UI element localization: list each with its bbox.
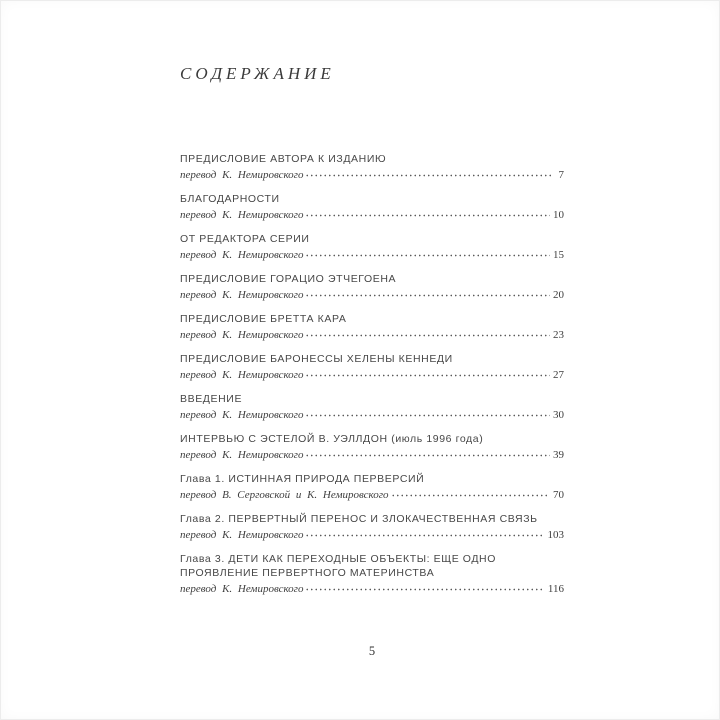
toc-entry-title: ПРЕДИСЛОВИЕ ГОРАЦИО ЭТЧЕГОЕНА — [180, 273, 397, 285]
dot-leader — [305, 406, 550, 418]
toc-entry — [180, 512, 564, 543]
toc-entry-title: ПРЕДИСЛОВИЕ БРЕТТА КАРА — [180, 313, 347, 325]
toc-entry-page-number: 10 — [553, 209, 564, 221]
toc-entry-subline — [180, 166, 564, 183]
toc-entry-translator: перевод К. Немировского — [180, 329, 304, 341]
dot-leader — [305, 580, 544, 592]
toc-entry-title: ПРЕДИСЛОВИЕ АВТОРА К ИЗДАНИЮ — [180, 153, 387, 165]
dot-leader — [305, 286, 550, 298]
dot-leader — [305, 326, 550, 338]
toc-entry — [180, 432, 564, 463]
toc-entry-subline — [180, 366, 564, 383]
footer-page-number: 5 — [368, 644, 376, 658]
dot-leader — [305, 366, 550, 378]
dot-leader — [305, 526, 544, 538]
toc-entry-translator: перевод К. Немировского — [180, 289, 304, 301]
toc-entry-subline — [180, 526, 564, 543]
toc-entry — [180, 472, 564, 503]
toc-entry — [180, 152, 564, 183]
toc-entry-page-number: 70 — [553, 489, 564, 501]
dot-leader — [391, 486, 550, 498]
toc-entry-title: ОТ РЕДАКТОРА СЕРИИ — [180, 233, 310, 245]
dot-leader — [305, 206, 550, 218]
toc-entry-translator: перевод К. Немировского — [180, 249, 304, 261]
toc-entry-title: Глава 1. ИСТИННАЯ ПРИРОДА ПЕРВЕРСИЙ — [180, 473, 425, 485]
toc-entry — [180, 192, 564, 223]
toc-entry-subline — [180, 486, 564, 503]
table-of-contents — [180, 152, 564, 597]
toc-entry-page-number: 30 — [553, 409, 564, 421]
dot-leader — [305, 246, 550, 258]
toc-entry-translator: перевод К. Немировского — [180, 209, 304, 221]
toc-entry-title: БЛАГОДАРНОСТИ — [180, 193, 280, 205]
toc-entry — [180, 312, 564, 343]
toc-entry-title: Глава 2. ПЕРВЕРТНЫЙ ПЕРЕНОС И ЗЛОКАЧЕСТВЕННАЯ СВЯЗЬ — [180, 513, 538, 525]
toc-entry-title: ИНТЕРВЬЮ С ЭСТЕЛОЙ В. УЭЛЛДОН (июль 1996 года) — [180, 433, 484, 445]
toc-entry-title: Глава 3. ДЕТИ КАК ПЕРЕХОДНЫЕ ОБЪЕКТЫ: ЕЩЕ ОДНО ПРОЯВЛЕНИЕ ПЕРВЕРТНОГО МАТЕРИНСТВА — [180, 553, 497, 579]
toc-entry — [180, 272, 564, 303]
page-title: СОДЕРЖАНИЕ — [180, 64, 335, 83]
toc-entry-title: ВВЕДЕНИЕ — [180, 393, 243, 405]
toc-entry-translator: перевод К. Немировского — [180, 529, 304, 541]
toc-entry-page-number: 103 — [547, 529, 564, 541]
toc-entry-page-number: 39 — [553, 449, 564, 461]
content-column — [180, 0, 564, 720]
toc-entry-subline — [180, 446, 564, 463]
toc-entry-subline — [180, 206, 564, 223]
toc-entry-translator: перевод В. Серговской и К. Немировского — [180, 489, 389, 501]
toc-entry-page-number: 23 — [553, 329, 564, 341]
toc-entry — [180, 352, 564, 383]
toc-entry — [180, 392, 564, 423]
toc-entry-translator: перевод К. Немировского — [180, 409, 304, 421]
toc-entry-translator: перевод К. Немировского — [180, 369, 304, 381]
toc-entry-page-number: 7 — [558, 169, 564, 181]
toc-entry — [180, 232, 564, 263]
toc-entry-page-number: 27 — [553, 369, 564, 381]
toc-entry-translator: перевод К. Немировского — [180, 449, 304, 461]
dot-leader — [305, 446, 550, 458]
toc-entry-page-number: 116 — [547, 583, 564, 595]
toc-entry-page-number: 20 — [553, 289, 564, 301]
toc-entry-translator: перевод К. Немировского — [180, 169, 304, 181]
toc-entry-subline — [180, 406, 564, 423]
toc-entry-subline — [180, 326, 564, 343]
toc-entry-translator: перевод К. Немировского — [180, 583, 304, 595]
toc-entry-subline — [180, 286, 564, 303]
toc-entry-subline — [180, 246, 564, 263]
toc-entry-subline — [180, 580, 564, 597]
toc-entry-title: ПРЕДИСЛОВИЕ БАРОНЕССЫ ХЕЛЕНЫ КЕННЕДИ — [180, 353, 453, 365]
toc-entry-page-number: 15 — [553, 249, 564, 261]
toc-entry — [180, 552, 564, 597]
dot-leader — [305, 166, 551, 178]
